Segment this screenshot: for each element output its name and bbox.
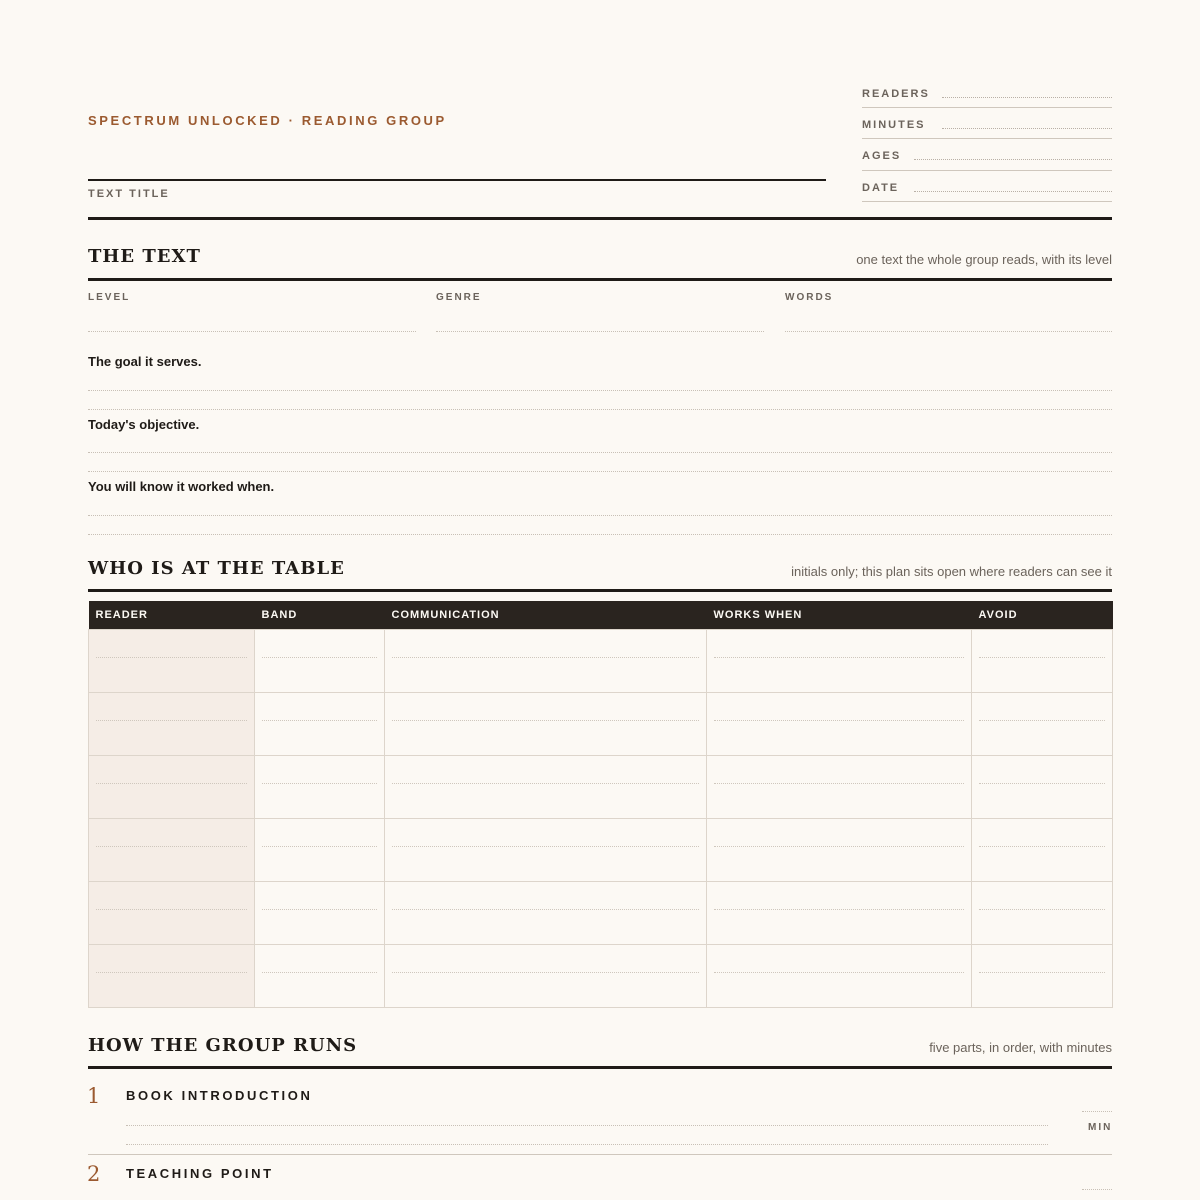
section-rule [88,278,1112,281]
table-row [89,882,1113,945]
cell-reader[interactable] [89,630,255,693]
cell-reader[interactable] [89,819,255,882]
cell-band[interactable] [255,882,385,945]
cell-avoid[interactable] [972,819,1113,882]
meta-divider [862,170,1112,171]
cell-communication[interactable] [385,693,707,756]
cell-entry-line [96,909,247,910]
cell-avoid[interactable] [972,630,1113,693]
cell-works-when[interactable] [707,819,972,882]
cell-entry-line [262,846,377,847]
table-header-row [89,601,1113,630]
cell-entry-line [714,972,964,973]
cell-band[interactable] [255,630,385,693]
cell-reader[interactable] [89,756,255,819]
cell-entry-line [979,972,1105,973]
table-row [89,756,1113,819]
cell-reader[interactable] [89,945,255,1008]
text-title-field[interactable] [88,179,826,181]
section-rule [88,589,1112,592]
step-minutes-unit: MIN [1088,1122,1113,1133]
col-header-communication: COMMUNICATION [385,601,707,630]
cell-entry-line [96,846,247,847]
step-notes-line[interactable] [126,1144,1048,1145]
text-title-label: TEXT TITLE [88,188,170,200]
field-words-input[interactable] [785,331,1112,332]
prompt-goal-line[interactable] [88,409,1112,410]
cell-communication[interactable] [385,756,707,819]
col-header-reader: READER [89,601,255,630]
cell-band[interactable] [255,819,385,882]
cell-entry-line [392,720,699,721]
cell-entry-line [262,909,377,910]
meta-minutes-label: MINUTES [862,119,926,131]
cell-entry-line [96,972,247,973]
cell-entry-line [979,783,1105,784]
section-title-runs: HOW THE GROUP RUNS [88,1035,358,1056]
step-divider [88,1154,1112,1155]
cell-avoid[interactable] [972,945,1113,1008]
cell-entry-line [96,720,247,721]
meta-date-field[interactable] [914,191,1112,192]
cell-entry-line [262,720,377,721]
step-number: 2 [87,1162,101,1186]
cell-entry-line [392,972,699,973]
section-note-the-text: one text the whole group reads, with its level [856,252,1112,267]
meta-minutes-field[interactable] [942,128,1112,129]
step-label: BOOK INTRODUCTION [126,1088,313,1103]
readers-table [88,601,1113,1008]
meta-divider [862,201,1112,202]
cell-entry-line [392,783,699,784]
cell-reader[interactable] [89,882,255,945]
table-row [89,819,1113,882]
meta-readers-label: READERS [862,88,930,100]
cell-entry-line [714,846,964,847]
cell-entry-line [979,846,1105,847]
meta-readers-field[interactable] [942,97,1112,98]
cell-entry-line [979,657,1105,658]
cell-band[interactable] [255,693,385,756]
col-header-works-when: WORKS WHEN [707,601,972,630]
cell-reader[interactable] [89,693,255,756]
prompt-goal: The goal it serves. [88,354,202,369]
step-notes-line[interactable] [126,1125,1048,1126]
section-title-table: WHO IS AT THE TABLE [88,558,345,579]
meta-divider [862,138,1112,139]
prompt-goal-line[interactable] [88,390,1112,391]
meta-ages-field[interactable] [914,159,1112,160]
prompt-objective: Today's objective. [88,417,200,432]
cell-entry-line [714,783,964,784]
cell-entry-line [262,783,377,784]
field-words-label: WORDS [785,292,834,303]
cell-works-when[interactable] [707,882,972,945]
field-genre-label: GENRE [436,292,482,303]
cell-avoid[interactable] [972,693,1113,756]
section-note-table: initials only; this plan sits open where readers can see it [791,564,1112,579]
step-number: 1 [87,1084,101,1108]
header-rule [88,217,1112,220]
cell-works-when[interactable] [707,756,972,819]
cell-entry-line [979,909,1105,910]
field-level-input[interactable] [88,331,416,332]
worksheet-eyebrow: SPECTRUM UNLOCKED · READING GROUP [88,113,447,128]
step-minutes-field[interactable] [1082,1189,1112,1190]
cell-entry-line [96,657,247,658]
cell-works-when[interactable] [707,693,972,756]
cell-communication[interactable] [385,630,707,693]
cell-band[interactable] [255,945,385,1008]
prompt-success-line[interactable] [88,515,1112,516]
cell-entry-line [262,972,377,973]
cell-entry-line [392,846,699,847]
cell-entry-line [714,720,964,721]
section-rule [88,1066,1112,1069]
step-minutes-field[interactable] [1082,1111,1112,1112]
table-row [89,630,1113,693]
cell-entry-line [262,657,377,658]
cell-entry-line [714,657,964,658]
cell-communication[interactable] [385,882,707,945]
prompt-objective-line[interactable] [88,452,1112,453]
col-header-avoid: AVOID [972,601,1113,630]
cell-communication[interactable] [385,945,707,1008]
cell-avoid[interactable] [972,882,1113,945]
table-row [89,693,1113,756]
cell-entry-line [714,909,964,910]
cell-communication[interactable] [385,819,707,882]
cell-avoid[interactable] [972,756,1113,819]
field-genre-input[interactable] [436,331,764,332]
cell-works-when[interactable] [707,945,972,1008]
meta-date-label: DATE [862,182,900,194]
cell-entry-line [392,657,699,658]
table-row [89,945,1113,1008]
cell-entry-line [392,909,699,910]
section-title-the-text: THE TEXT [88,246,201,267]
field-level-label: LEVEL [88,292,131,303]
prompt-success: You will know it worked when. [88,479,275,494]
section-note-runs: five parts, in order, with minutes [929,1040,1112,1055]
cell-entry-line [979,720,1105,721]
meta-divider [862,107,1112,108]
cell-band[interactable] [255,756,385,819]
cell-entry-line [96,783,247,784]
cell-works-when[interactable] [707,630,972,693]
prompt-success-line[interactable] [88,534,1112,535]
col-header-band: BAND [255,601,385,630]
step-label: TEACHING POINT [126,1166,274,1181]
meta-ages-label: AGES [862,150,902,162]
prompt-objective-line[interactable] [88,471,1112,472]
